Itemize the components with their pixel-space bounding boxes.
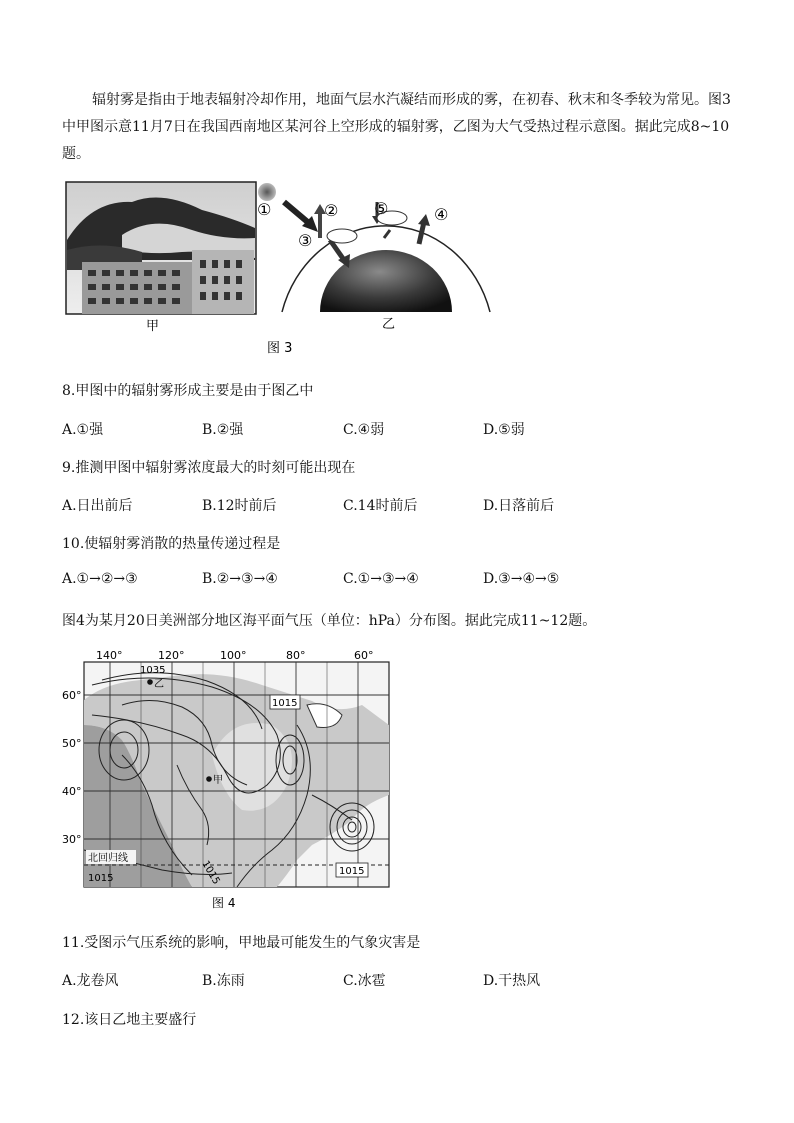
q8-option-b[interactable]: B.②强 xyxy=(202,422,244,438)
lat-label-40: 40° xyxy=(62,785,82,798)
lat-label-60: 60° xyxy=(62,689,82,702)
intro-paragraph: 辐射雾是指由于地表辐射冷却作用，地面气层水汽凝结而形成的雾，在初春、秋末和冬季较为常见。图3中甲图示意11月7日在我国西南地区某河谷上空形成的辐射雾，乙图为大气受热过程示意图。据此完成8~10题。 xyxy=(62,92,731,162)
isobar-label-1035: 1035 xyxy=(140,665,166,676)
q9-option-b[interactable]: B.12时前后 xyxy=(202,498,277,514)
photo-jia xyxy=(66,182,256,314)
marker-5: ⑤ xyxy=(374,199,389,218)
marker-2: ② xyxy=(324,201,339,220)
figure-4 xyxy=(62,645,392,915)
q11-option-d[interactable]: D.干热风 xyxy=(483,973,541,989)
question-9-stem: 9.推测甲图中辐射雾浓度最大的时刻可能出现在 xyxy=(62,460,356,476)
marker-4: ④ xyxy=(434,205,449,224)
lat-label-30: 30° xyxy=(62,833,82,846)
q11-option-c[interactable]: C.冰雹 xyxy=(343,973,386,989)
figure-4-caption: 图 4 xyxy=(212,896,236,910)
place-jia: 甲 xyxy=(213,775,223,786)
question-11-stem: 11.受图示气压系统的影响，甲地最可能发生的气象灾害是 xyxy=(62,935,421,951)
isobar-label-1015-north: 1015 xyxy=(272,698,298,709)
q8-option-d[interactable]: D.⑤弱 xyxy=(483,422,525,438)
marker-3: ③ xyxy=(298,231,313,250)
q8-option-c[interactable]: C.④弱 xyxy=(343,422,385,438)
q10-option-c[interactable]: C.①→③→④ xyxy=(343,571,419,587)
intro-2-paragraph: 图4为某月20日美洲部分地区海平面气压（单位：hPa）分布图。据此完成11~12题。 xyxy=(62,613,597,629)
question-12-stem: 12.该日乙地主要盛行 xyxy=(62,1012,197,1028)
tropic-label: 北回归线 xyxy=(88,853,128,864)
q11-option-b[interactable]: B.冻雨 xyxy=(202,973,245,989)
isobar-label-1015-gulf: 1015 xyxy=(199,859,222,887)
sun-icon xyxy=(258,183,276,201)
q8-option-a[interactable]: A.①强 xyxy=(62,422,104,438)
q9-option-c[interactable]: C.14时前后 xyxy=(343,498,418,514)
figure-3 xyxy=(62,180,502,360)
label-jia: 甲 xyxy=(146,319,160,334)
q10-option-a[interactable]: A.①→②→③ xyxy=(62,571,138,587)
figure-3-caption: 图 3 xyxy=(267,341,293,356)
marker-1: ① xyxy=(257,200,272,219)
lon-label-140: 140° xyxy=(96,649,123,662)
q9-option-d[interactable]: D.日落前后 xyxy=(483,498,555,514)
lon-label-120: 120° xyxy=(158,649,185,662)
lat-label-50: 50° xyxy=(62,737,82,750)
lon-label-60: 60° xyxy=(354,649,374,662)
q9-option-a[interactable]: A.日出前后 xyxy=(62,498,133,514)
isobar-label-1015-south: 1015 xyxy=(88,873,114,884)
figure-3-graphic xyxy=(62,180,502,360)
isobar-label-1015-east: 1015 xyxy=(339,866,365,877)
figure-4-map xyxy=(62,645,392,915)
lon-label-80: 80° xyxy=(286,649,306,662)
q11-option-a[interactable]: A.龙卷风 xyxy=(62,973,119,989)
question-10-stem: 10.使辐射雾消散的热量传递过程是 xyxy=(62,536,281,552)
label-yi: 乙 xyxy=(382,317,396,332)
q10-option-b[interactable]: B.②→③→④ xyxy=(202,571,278,587)
lon-label-100: 100° xyxy=(220,649,247,662)
q10-option-d[interactable]: D.③→④→⑤ xyxy=(483,571,560,587)
question-8-stem: 8.甲图中的辐射雾形成主要是由于图乙中 xyxy=(62,383,314,399)
place-yi: 乙 xyxy=(154,679,164,690)
